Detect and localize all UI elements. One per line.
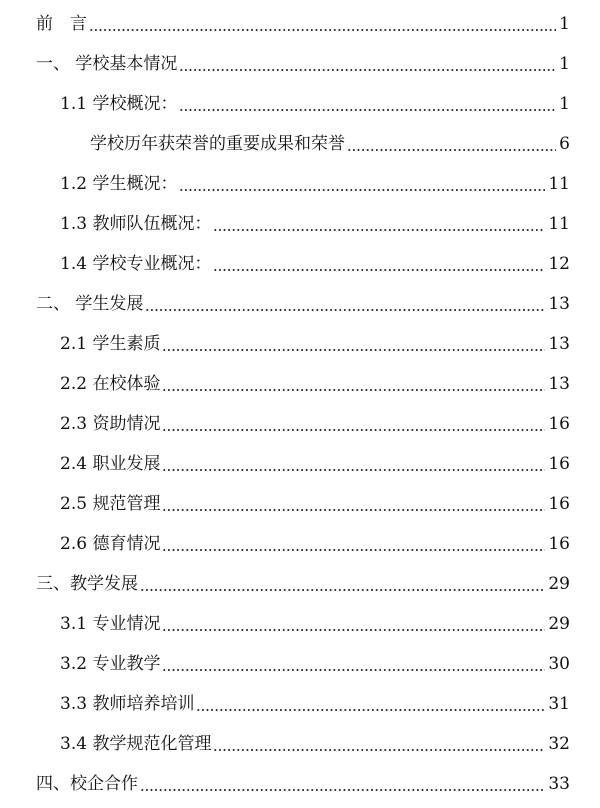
toc-page-number: 11	[548, 174, 570, 194]
toc-dot-leader	[140, 589, 545, 591]
toc-entry-2-1[interactable]	[60, 328, 570, 354]
toc-entry-2-2[interactable]	[60, 368, 570, 394]
toc-page-number: 16	[548, 534, 570, 554]
toc-page-number: 32	[548, 734, 570, 754]
toc-page-number: 1	[559, 54, 570, 74]
toc-entry-2-6[interactable]	[60, 528, 570, 554]
toc-dot-leader	[162, 469, 545, 471]
toc-entry-3-2[interactable]	[60, 648, 570, 674]
toc-entry-title: 3.2 专业教学	[60, 654, 161, 674]
toc-page-number: 16	[548, 494, 570, 514]
toc-dot-leader	[196, 709, 545, 711]
toc-entry-title: 2.6 德育情况	[60, 534, 161, 554]
toc-dot-leader	[213, 749, 545, 751]
toc-entry-chapter-4[interactable]	[36, 768, 570, 794]
toc-entry-title: 1.4 学校专业概况：	[60, 254, 212, 274]
toc-page-number: 13	[548, 334, 570, 354]
toc-dot-leader	[89, 29, 556, 31]
toc-entry-2-5[interactable]	[60, 488, 570, 514]
toc-entry-title: 2.2 在校体验	[60, 374, 161, 394]
toc-page-number: 16	[548, 454, 570, 474]
toc-entry-title: 3.4 教学规范化管理	[60, 734, 212, 754]
toc-entry-title: 3.1 专业情况	[60, 614, 161, 634]
toc-dot-leader	[162, 349, 545, 351]
toc-page-number: 29	[548, 574, 570, 594]
toc-entry-title: 二、 学生发展	[36, 294, 144, 314]
toc-page-number: 13	[548, 374, 570, 394]
toc-entry-title: 1.3 教师队伍概况：	[60, 214, 212, 234]
toc-entry-1-3[interactable]	[60, 208, 570, 234]
toc-entry-3-1[interactable]	[60, 608, 570, 634]
toc-dot-leader	[162, 389, 545, 391]
toc-dot-leader	[162, 509, 545, 511]
toc-page-number: 13	[548, 294, 570, 314]
toc-dot-leader	[145, 309, 545, 311]
toc-entry-title: 3.3 教师培养培训	[60, 694, 195, 714]
toc-dot-leader	[179, 189, 545, 191]
toc-entry-preface[interactable]	[36, 8, 570, 34]
toc-entry-2-4[interactable]	[60, 448, 570, 474]
toc-entry-1-4[interactable]	[60, 248, 570, 274]
toc-page-number: 1	[559, 94, 570, 114]
toc-entry-title: 一、 学校基本情况	[36, 54, 178, 74]
toc-dot-leader	[179, 69, 556, 71]
toc-dot-leader	[213, 229, 545, 231]
toc-entry-3-4[interactable]	[60, 728, 570, 754]
toc-dot-leader	[162, 549, 545, 551]
toc-entry-title: 2.5 规范管理	[60, 494, 161, 514]
toc-page-number: 16	[548, 414, 570, 434]
toc-entry-title: 前 言	[36, 14, 87, 34]
toc-dot-leader	[179, 109, 556, 111]
toc-entry-title: 学校历年获荣誉的重要成果和荣誉	[90, 134, 345, 154]
toc-entry-chapter-2[interactable]	[36, 288, 570, 314]
toc-entry-3-3[interactable]	[60, 688, 570, 714]
toc-entry-chapter-3[interactable]	[36, 568, 570, 594]
toc-entry-title: 1.2 学生概况：	[60, 174, 178, 194]
toc-entry-title: 2.4 职业发展	[60, 454, 161, 474]
toc-entry-title: 四、校企合作	[36, 774, 138, 794]
toc-entry-1-1[interactable]	[60, 88, 570, 114]
toc-entry-title: 三、教学发展	[36, 574, 138, 594]
toc-dot-leader	[347, 149, 556, 151]
toc-entry-title: 2.3 资助情况	[60, 414, 161, 434]
toc-entry-chapter-1[interactable]	[36, 48, 570, 74]
toc-dot-leader	[140, 789, 545, 791]
toc-page-number: 1	[559, 14, 570, 34]
toc-entry-2-3[interactable]	[60, 408, 570, 434]
toc-entry-title: 1.1 学校概况：	[60, 94, 178, 114]
toc-dot-leader	[213, 269, 545, 271]
toc-page-number: 12	[548, 254, 570, 274]
toc-dot-leader	[162, 669, 545, 671]
toc-page-number: 31	[548, 694, 570, 714]
toc-entry-title: 2.1 学生素质	[60, 334, 161, 354]
toc-entry-1-2[interactable]	[60, 168, 570, 194]
toc-page-number: 29	[548, 614, 570, 634]
toc-page-number: 30	[548, 654, 570, 674]
toc-page-number: 11	[548, 214, 570, 234]
toc-dot-leader	[162, 429, 545, 431]
toc-page-number: 6	[559, 134, 570, 154]
toc-dot-leader	[162, 629, 545, 631]
toc-entry-honors[interactable]	[90, 128, 570, 154]
toc-page-number: 33	[548, 774, 570, 794]
